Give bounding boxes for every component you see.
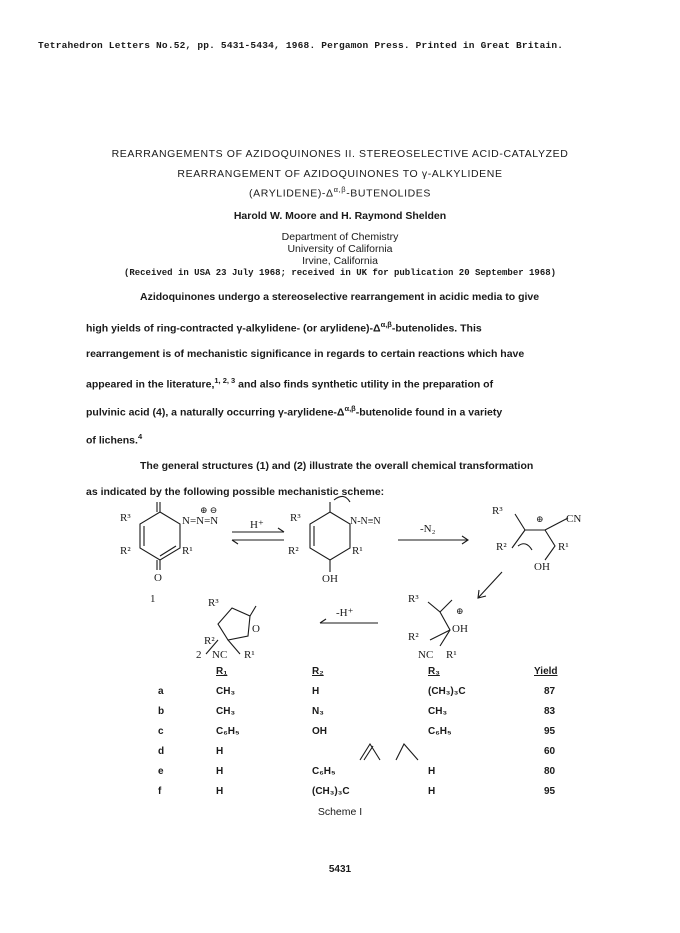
label-h-plus: H⁺: [250, 519, 264, 531]
abstract-line-2-pre: high yields of ring-contracted γ-alkylidene- (or arylidene)-Δ: [86, 322, 381, 335]
label-o: O: [154, 572, 162, 584]
label-r2: R²: [120, 545, 131, 557]
table-cell-r2: H: [312, 686, 320, 697]
table-cell-yield: 95: [544, 786, 556, 797]
abstract-line-2: [86, 320, 482, 335]
label-r2-e: R²: [408, 631, 419, 643]
abstract-line-6-pre: of lichens.: [86, 434, 138, 447]
paragraph-2-line-1: The general structures (1) and (2) illustrate the overall chemical transformation: [140, 460, 534, 472]
article-title-line-2: REARRANGEMENT OF AZIDOQUINONES TO γ-ALKYLIDENE: [177, 168, 503, 180]
label-oh: OH: [322, 573, 338, 585]
table-cell-r3: C₆H₅: [428, 726, 452, 737]
abstract-line-6: [86, 432, 142, 447]
abstract-line-4: [86, 376, 493, 391]
table-header-r3: R₃: [428, 666, 440, 677]
butadiene-bridge-icon: [356, 738, 426, 764]
label-r1-e: R¹: [446, 649, 457, 660]
label-plus-e: ⊕: [456, 606, 464, 616]
label-r3-e: R³: [408, 593, 419, 605]
table-cell-yield: 95: [544, 726, 556, 737]
label-plus-c: ⊕: [536, 514, 544, 524]
structure-1-ring: [140, 512, 180, 560]
table-cell-r1: H: [216, 786, 224, 797]
scheme-caption: Scheme I: [317, 806, 363, 818]
label-oh-e: OH: [452, 623, 468, 635]
table-header-r2: R₂: [312, 666, 324, 677]
label-r2-b: R²: [288, 545, 299, 557]
table-row-id: a: [158, 686, 164, 697]
intermediate-ring-1: [310, 512, 350, 560]
label-r2-d: R²: [204, 635, 215, 647]
label-azide-2: N-N≡N: [350, 516, 381, 527]
label-r3-d: R³: [208, 597, 219, 609]
table-cell-r2: OH: [312, 726, 327, 737]
abstract-line-2-sup: α,β: [380, 320, 392, 329]
abstract-line-5-pre: pulvinic acid (4), a naturally occurring γ-arylidene-Δ: [86, 406, 345, 419]
abstract-line-5-sup: α,β: [344, 404, 356, 413]
open-chain: [515, 514, 555, 560]
label-r1-d: R¹: [244, 649, 255, 660]
abstract-line-3: rearrangement is of mechanistic significance in regards to certain reactions which have: [86, 348, 525, 360]
table-row-id: f: [158, 786, 162, 797]
label-azide: N=N=N: [182, 515, 219, 527]
title-line-3-sup: α,β: [333, 185, 347, 194]
received-dates: (Received in USA 23 July 1968; received in UK for publication 20 September 1968): [123, 268, 557, 278]
article-title-line-3: [40, 185, 640, 200]
article-title-line-1: REARRANGEMENTS OF AZIDOQUINONES II. STEREOSELECTIVE ACID-CATALYZED: [111, 148, 569, 160]
table-cell-r2: N₃: [312, 706, 324, 717]
label-compound-2: 2: [196, 649, 202, 660]
table-row-id: e: [158, 766, 164, 777]
label-r3: R³: [120, 512, 131, 524]
affiliation-city: Irvine, California: [302, 255, 378, 267]
table-cell-r2: (CH₃)₃C: [312, 786, 350, 797]
table-cell-r3: (CH₃)₃C: [428, 686, 466, 697]
abstract-line-4-post: and also finds synthetic utility in the preparation of: [235, 378, 494, 391]
label-o-d: O: [252, 623, 260, 635]
abstract-line-5-post: -butenolide found in a variety: [355, 406, 503, 419]
label-minus-n2: -N₂: [420, 523, 436, 535]
table-header-r1: R₁: [216, 666, 228, 677]
table-cell-r1: C₆H₅: [216, 726, 240, 737]
affiliation-univ: University of California: [287, 243, 393, 255]
table-cell-r1: H: [216, 766, 224, 777]
label-nc-d: NC: [212, 649, 228, 660]
label-r3-b: R³: [290, 512, 301, 524]
abstract-line-2-post: -butenolides. This: [391, 322, 482, 335]
page-number: 5431: [328, 864, 352, 875]
label-minus-h: -H⁺: [336, 607, 354, 619]
label-cn: CN: [566, 513, 582, 525]
label-r3-c: R³: [492, 505, 503, 517]
paragraph-2-line-2: as indicated by the following possible mechanistic scheme:: [86, 486, 385, 498]
table-row-id: d: [158, 746, 165, 757]
label-oh-c: OH: [534, 561, 550, 573]
table-row-id: b: [158, 706, 165, 717]
abstract-line-6-sup: 4: [137, 432, 143, 441]
table-header-yield: Yield: [534, 666, 558, 677]
affiliation-dept: Department of Chemistry: [281, 231, 399, 243]
table-cell-r2: C₆H₅: [312, 766, 336, 777]
abstract-line-1: Azidoquinones undergo a stereoselective rearrangement in acidic media to give: [140, 291, 540, 303]
table-cell-r3: H: [428, 786, 436, 797]
table-row-id: c: [158, 726, 164, 737]
label-compound-1: 1: [150, 593, 156, 605]
table-cell-r1: CH₃: [216, 706, 236, 717]
title-line-3-post: -BUTENOLIDES: [346, 187, 431, 200]
table-cell-r1: H: [216, 746, 224, 757]
mechanism-scheme: [0, 490, 680, 660]
butenolide-ring: [218, 608, 250, 640]
abstract-line-4-pre: appeared in the literature,: [86, 378, 215, 391]
table-cell-yield: 80: [544, 766, 556, 777]
label-r1: R¹: [182, 545, 193, 557]
table-cell-yield: 87: [544, 686, 556, 697]
journal-header: Tetrahedron Letters No.52, pp. 5431-5434, 1968. Pergamon Press. Printed in Great Britain.: [38, 40, 564, 51]
table-cell-r3: CH₃: [428, 706, 448, 717]
abstract-line-5: [86, 404, 502, 419]
table-cell-yield: 83: [544, 706, 556, 717]
table-cell-r3: H: [428, 766, 436, 777]
table-cell-r1: CH₃: [216, 686, 236, 697]
title-line-3-pre: (ARYLIDENE)-Δ: [249, 187, 334, 200]
label-r1-c: R¹: [558, 541, 569, 553]
authors: Harold W. Moore and H. Raymond Shelden: [233, 210, 447, 222]
label-r1-b: R¹: [352, 545, 363, 557]
label-r2-c: R²: [496, 541, 507, 553]
label-nc-e: NC: [418, 649, 434, 660]
abstract-line-4-sup: 1, 2, 3: [214, 376, 236, 385]
table-cell-yield: 60: [544, 746, 556, 757]
label-azide-charges: ⊕ ⊖: [200, 505, 218, 515]
